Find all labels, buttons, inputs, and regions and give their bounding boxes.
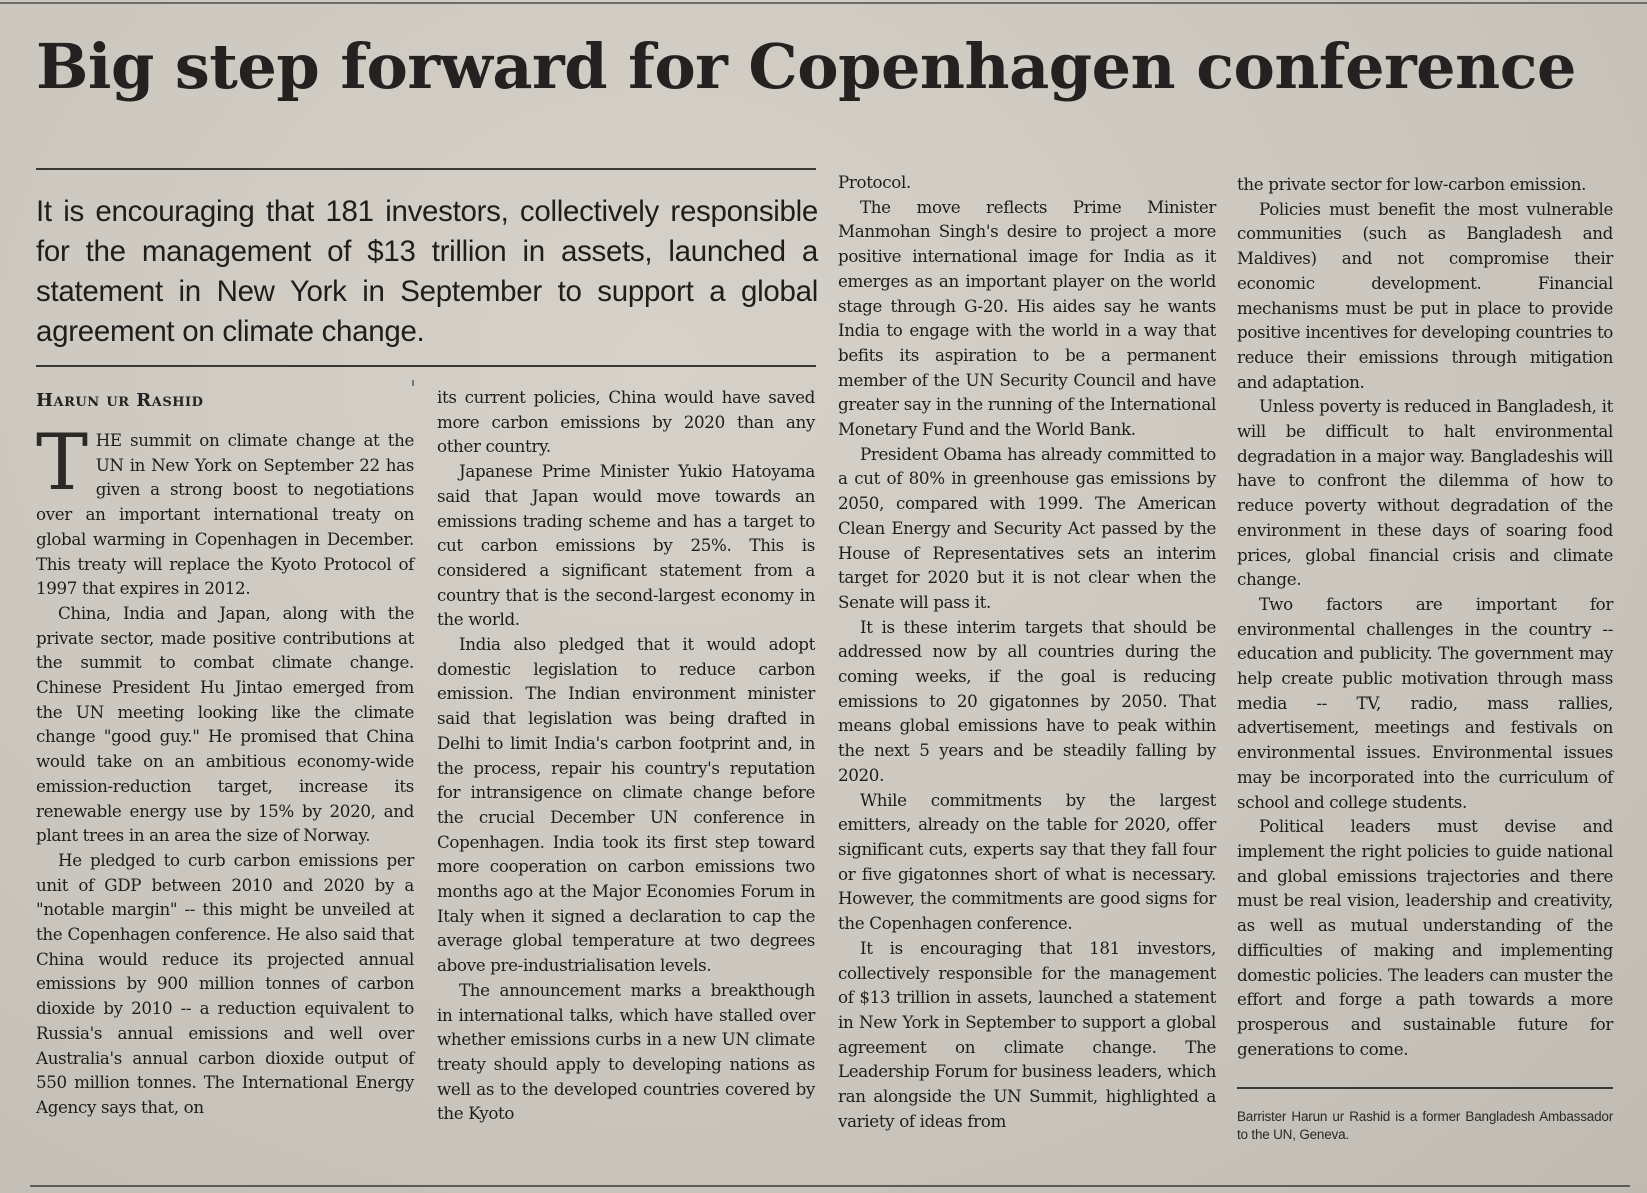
paragraph: The move reflects Prime Minister Manmohan Singh's desire to project a more positive international image for India as it emerges as an important player on the world stage through G-20. His aides say he wants India to engage with the world in a way that befits its aspiration to be a permanent member of the UN Security Council and have greater say in the running of the International Monetary Fund and the World Bank.	[838, 196, 1216, 440]
paragraph: its current policies, China would have saved more carbon emissions by 2020 than any other country.	[437, 387, 815, 457]
headline: Big step forward for Copenhagen conference	[36, 30, 1576, 103]
deck-rule-bottom	[36, 365, 816, 367]
column-divider-mark	[412, 380, 414, 386]
paragraph: Two factors are important for environmental challenges in the country -- education and publicity. The government may help create public motivation through mass media -- TV, radio, mass rallies, advertisement, meetings and festivals on environmental issues. Environmental issues may be incorporated into the curriculum of school and college students.	[1237, 593, 1613, 812]
paragraph: Policies must benefit the most vulnerable communities (such as Bangladesh and Maldives) and not compromise their economic development. Financial mechanisms must be put in place to provide positive incentives for developing countries to reduce their emissions through mitigation and adaptation.	[1237, 198, 1613, 392]
byline: Harun ur Rashid	[36, 390, 204, 411]
paragraph: Protocol.	[838, 172, 911, 192]
drop-cap: T	[36, 418, 88, 508]
top-rule	[0, 2, 1647, 4]
paragraph: It is these interim targets that should be addressed now by all countries during the coming weeks, if the goal is reducing emissions to 20 gigatonnes by 2050. That means global emissions have to peak within the next 5 years and be steadily falling by 2020.	[838, 616, 1216, 785]
paragraph: the private sector for low-carbon emission.	[1237, 174, 1587, 194]
column-1	[36, 418, 414, 1168]
paragraph	[36, 418, 414, 601]
paragraph: It is encouraging that 181 investors, collectively responsible for the management of $13 trillion in assets, launched a statement in New York in September to support a global agreement on climate change. The Leadership Forum for business leaders, which ran alongside the UN Summit, highlighted a variety of ideas from	[838, 937, 1216, 1131]
column-3	[838, 170, 1216, 1175]
paragraph: Political leaders must devise and implement the right policies to guide national and global emissions trajectories and there must be real vision, leadership and creativity, as well as mutual understanding of the difficulties of making and implementing domestic policies. The leaders can muster the effort and forge a path towards a more prosperous and sustainable future for generations to come.	[1237, 816, 1613, 1059]
deck-rule-top	[36, 168, 816, 170]
paragraph: He pledged to curb carbon emissions per unit of GDP between 2010 and 2020 by a "notable margin" -- this might be unveiled at the Copenhagen conference. He also said that China would reduce its projected annual emissions by 900 million tonnes of carbon dioxide by 2010 -- a reduction equivalent to Russia's annual emissions and well over Australia's annual carbon dioxide output of 550 million tonnes. The International Energy Agency says that, on	[36, 849, 414, 1117]
paragraph: Japanese Prime Minister Yukio Hatoyama said that Japan would move towards an emissions trading scheme and has a target to cut carbon emissions by 25%. This is considered a significant statement from a country that is the second-largest economy in the world.	[437, 461, 815, 630]
paragraph: Unless poverty is reduced in Bangladesh, it will be difficult to halt environmental degradation in a major way. Bangladeshis will have to confront the dilemma of how to reduce poverty without degradation of the environment in these days of soaring food prices, global financial crisis and climate change.	[1237, 396, 1613, 590]
deck-summary: It is encouraging that 181 investors, collectively responsible for the management of $13 trillion in assets, launched a statement in New York in September to support a global agreement on climate change.	[36, 195, 818, 348]
paragraph: The announcement marks a breakthough in international talks, which have stalled over whether emissions curbs in a new UN climate treaty should apply to developing nations as well as to the developed countries covered by the Kyoto	[437, 979, 815, 1124]
paragraph: President Obama has already committed to a cut of 80% in greenhouse gas emissions by 2050, compared with 1999. The American Clean Energy and Security Act passed by the House of Representatives sets an interim target for 2020 but it is not clear when the Senate will pass it.	[838, 443, 1216, 612]
bottom-rule	[30, 1185, 1630, 1187]
column-2	[437, 385, 815, 1175]
paragraph-text: HE summit on climate change at the UN in New York on September 22 has given a strong boost to negotiations over an important international treaty on global warming in Copenhagen in December. This treaty will replace the Kyoto Protocol of 1997 that expires in 2012.	[36, 430, 414, 599]
footnote-rule	[1237, 1087, 1613, 1089]
column-4	[1237, 172, 1613, 1059]
paragraph: While commitments by the largest emitters, already on the table for 2020, offer significant cuts, experts say that they fall four or five gigatonnes short of what is necessary. However, the commitments are good signs for the Copenhagen conference.	[838, 789, 1216, 934]
paragraph: India also pledged that it would adopt domestic legislation to reduce carbon emission. The Indian environment minister said that legislation was being drafted in Delhi to limit India's carbon footprint and, in the process, repair his country's reputation for intransigence on climate change before the crucial December UN conference in Copenhagen. India took its first step toward more cooperation on carbon emissions two months ago at the Major Economies Forum in Italy when it signed a declaration to cap the average global temperature at two degrees above pre-industrialisation levels.	[437, 634, 815, 976]
paragraph: China, India and Japan, along with the private sector, made positive contributions at the summit to combat climate change. Chinese President Hu Jintao emerged from the UN meeting looking like the climate change "good guy." He promised that China would take on an ambitious economy-wide emission-reduction target, increase its renewable energy use by 15% by 2020, and plant trees in an area the size of Norway.	[36, 602, 414, 846]
author-footnote: Barrister Harun ur Rashid is a former Bangladesh Ambassador to the UN, Geneva.	[1237, 1109, 1613, 1142]
